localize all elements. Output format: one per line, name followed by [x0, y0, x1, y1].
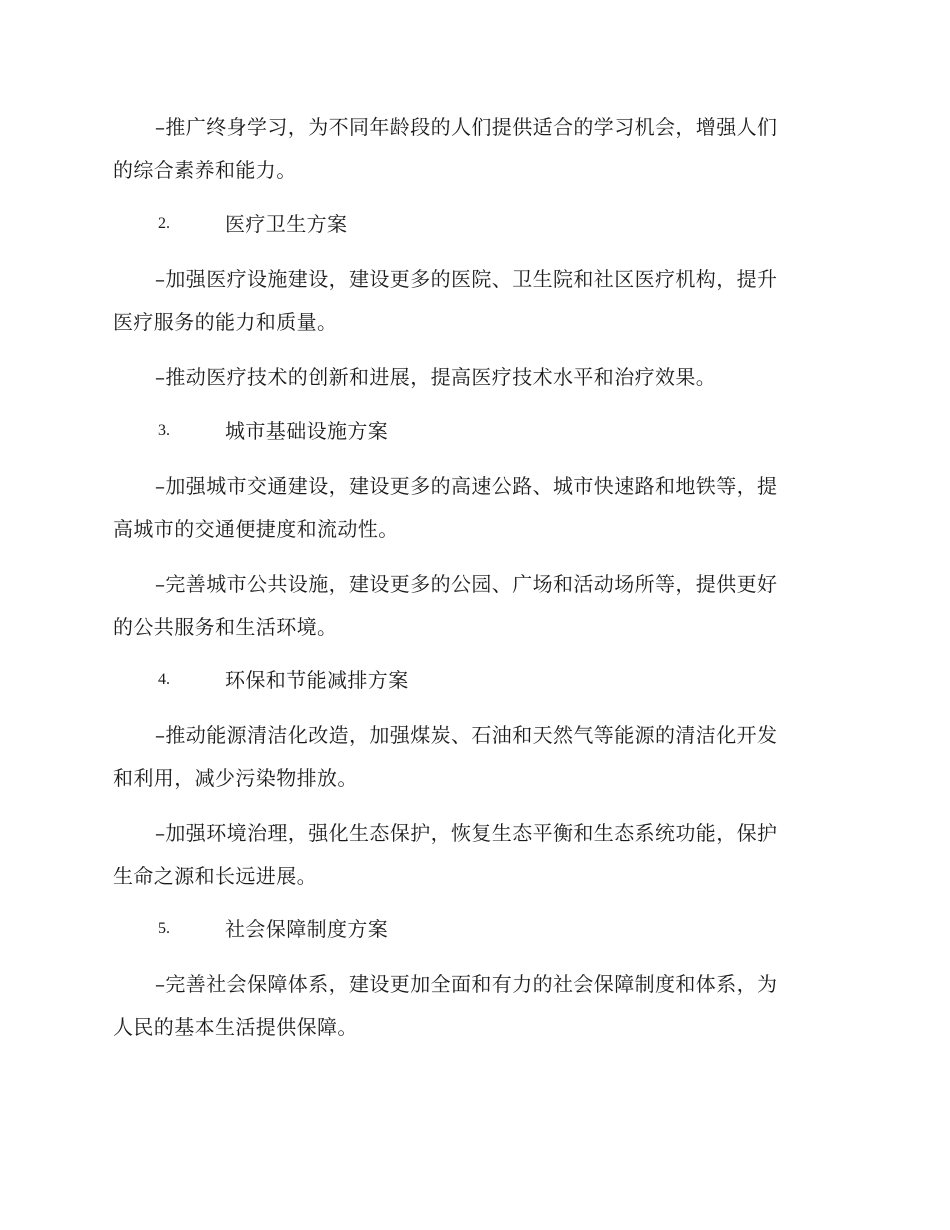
- paragraph-social-security-line-1: –完善社会保障体系，建设更加全面和有力的社会保障制度和体系，为: [155, 972, 778, 996]
- section-title-healthcare: 医疗卫生方案: [225, 212, 348, 236]
- section-title-social-security: 社会保障制度方案: [225, 917, 389, 941]
- paragraph-environmental-governance-line-1: –加强环境治理，强化生态保护，恢复生态平衡和生态系统功能，保护: [155, 821, 778, 845]
- paragraph-medical-technology-line-1: –推动医疗技术的创新和进展，提高医疗技术水平和治疗效果。: [155, 365, 717, 389]
- section-number-3: 3.: [158, 422, 170, 439]
- paragraph-medical-facilities-line-1: –加强医疗设施建设，建设更多的医院、卫生院和社区医疗机构，提升: [155, 267, 778, 291]
- section-number-5: 5.: [158, 920, 170, 937]
- paragraph-transport-line-1: –加强城市交通建设，建设更多的高速公路、城市快速路和地铁等，提: [155, 474, 778, 498]
- paragraph-transport-line-2: 高城市的交通便捷度和流动性。: [113, 517, 399, 541]
- paragraph-social-security-line-2: 人民的基本生活提供保障。: [113, 1015, 358, 1039]
- paragraph-medical-facilities-line-2: 医疗服务的能力和质量。: [113, 310, 338, 334]
- paragraph-lifelong-learning-line-2: 的综合素养和能力。: [113, 158, 297, 182]
- paragraph-public-facilities-line-1: –完善城市公共设施，建设更多的公园、广场和活动场所等，提供更好: [155, 572, 778, 596]
- paragraph-public-facilities-line-2: 的公共服务和生活环境。: [113, 615, 338, 639]
- section-title-environment: 环保和节能减排方案: [225, 668, 409, 692]
- section-number-4: 4.: [158, 671, 170, 688]
- paragraph-clean-energy-line-2: 和利用，减少污染物排放。: [113, 766, 358, 790]
- section-title-infrastructure: 城市基础设施方案: [225, 419, 389, 443]
- paragraph-environmental-governance-line-2: 生命之源和长远进展。: [113, 864, 317, 888]
- section-number-2: 2.: [158, 215, 170, 232]
- paragraph-clean-energy-line-1: –推动能源清洁化改造，加强煤炭、石油和天然气等能源的清洁化开发: [155, 723, 778, 747]
- paragraph-lifelong-learning-line-1: –推广终身学习，为不同年龄段的人们提供适合的学习机会，增强人们: [155, 115, 778, 139]
